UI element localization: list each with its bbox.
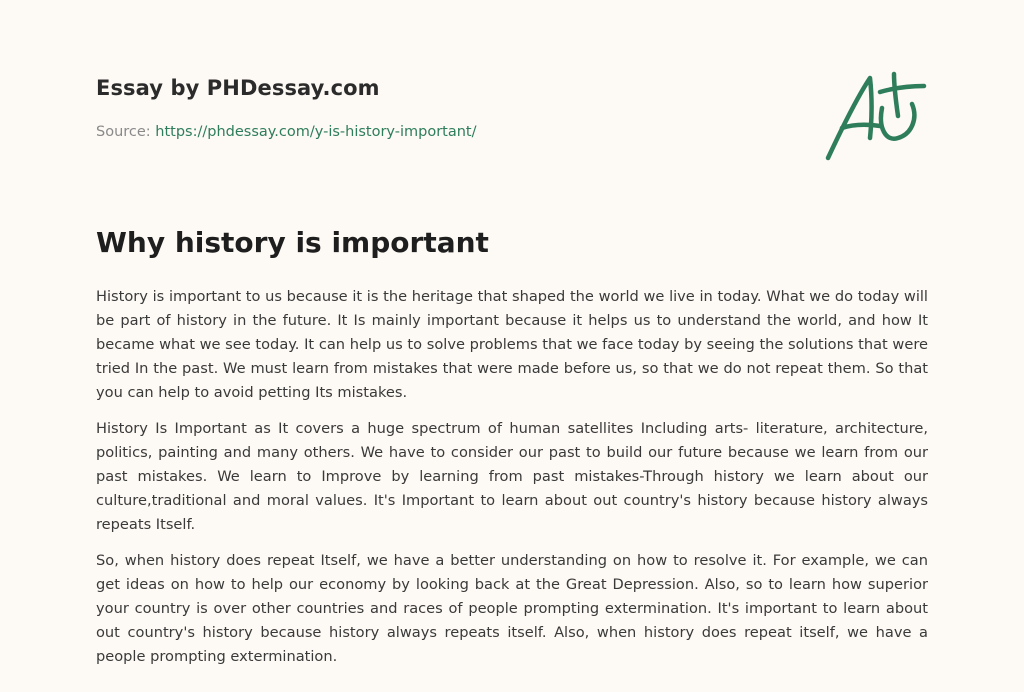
page-header (96, 0, 928, 200)
source-link[interactable]: https://phdessay.com/y-is-history-important/ (155, 124, 477, 140)
source-line (96, 124, 477, 140)
source-label: Source: (96, 124, 151, 140)
a-plus-logo-icon (824, 66, 928, 166)
essay-paragraph-2: History Is Important as It covers a huge spectrum of human satellites Including arts- literature, architecture, politics, painting and many others. We have to consider our past to build our future because we learn from our past mistakes. We learn to Improve by learning from past mistakes-Through history we learn about our culture,traditional and moral values. It's Important to learn about out country's history because history always repeats Itself. (96, 420, 928, 533)
essay-page (96, 0, 928, 665)
site-title: Essay by PHDessay.com (96, 76, 380, 100)
essay-title: Why history is important (96, 226, 489, 259)
essay-paragraph-3: So, when history does repeat Itself, we have a better understanding on how to resolve it. For example, we can get ideas on how to help our economy by looking back at the Great Depression. Also, so to learn how superior your country is over other countries and races of people prompting extermination. It's important to learn about out country's history because history always repeats itself. Also, when history does repeat itself, we have a people prompting extermination. (96, 552, 928, 665)
essay-paragraph-1: History is important to us because it is the heritage that shaped the world we live in today. What we do today will be part of history in the future. It Is mainly important because it helps us to understand the world, and how It became what we see today. It can help us to solve problems that we face today by seeing the solutions that were tried In the past. We must learn from mistakes that were made before us, so that we do not repeat them. So that you can help to avoid petting Its mistakes. (96, 288, 928, 401)
essay-body (96, 285, 928, 681)
